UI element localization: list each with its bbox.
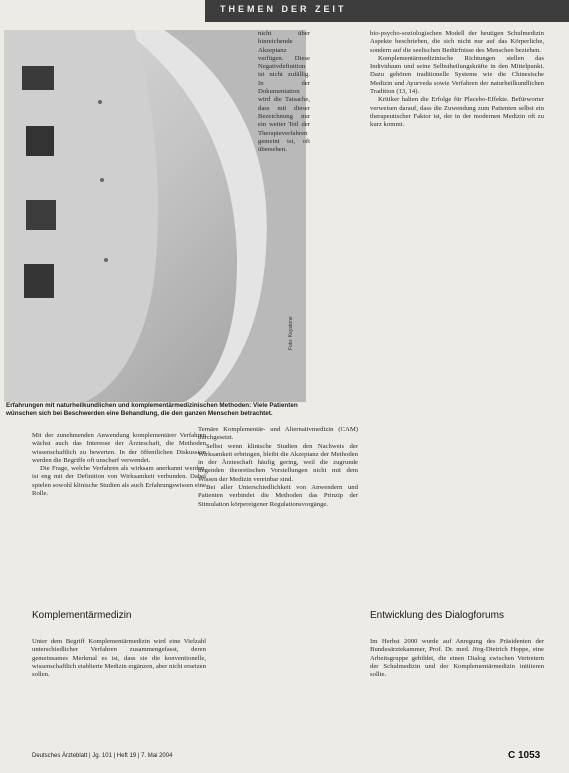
paragraph: Im Herbst 2000 wurde auf Anregung des Präsidenten der Bundesärztekammer, Prof. Dr. med. Jörg-Dietrich Hoppe, eine Arbeitsgruppe gebildet, die einen Dialog zwischen Vertretern der Schulmedizin und der Komplementärmedizin initiieren sollte. <box>370 638 544 679</box>
heading-entwicklung-dialogforum: Entwicklung des Dialogforums <box>370 610 504 621</box>
heading-komplementaermedizin: Komplementärmedizin <box>32 610 132 621</box>
paragraph: Ternäre Komplementär- und Alternativmedizin (CAM) durchgesetzt. <box>198 426 358 442</box>
text-column-1 <box>32 432 206 498</box>
paragraph: Selbst wenn klinische Studien den Nachweis der Wirksamkeit erbringen, bleibt die Akzeptanz der Methoden in der Ärzteschaft häufig gering, weil die zugrunde liegenden theoretischen Vorstellungen nicht mit dem Wissen der Medizin vereinbar sind. <box>198 442 358 483</box>
page-number: C 1053 <box>508 750 541 761</box>
paragraph: Mit der zunehmenden Anwendung komplementärer Verfahren wächst auch das Interesse der Ärzteschaft, die Methoden wissenschaftlich zu bewerten. In der öffentlichen Diskussion werden die Begriffe oft unscharf verwendet. <box>32 432 206 464</box>
paragraph: Unter dem Begriff Komplementärmedizin wird eine Vielzahl unterschiedlicher Verfahren zusammengefasst, deren gemeinsames Merkmal es ist, dass sie die konventionelle, wissenschaftlich etablierte Medizin ergänzen, aber nicht ersetzen sollen. <box>32 638 206 679</box>
paragraph: Kritiker halten die Erfolge für Placebo-Effekte. Befürworter verweisen darauf, dass die Zuwendung zum Patienten selbst ein therapeutischer Faktor ist, der in der modernen Medizin oft zu kurz kommt. <box>370 96 544 129</box>
paragraph: bio-psycho-soziologischen Modell der heutigen Schulmedizin Aspekte beschrieben, die sich nicht nur auf das Körperliche, sondern auf die seelischen Bedürfnisse des Menschen beziehen. <box>370 30 544 54</box>
paragraph: Die Frage, welche Verfahren als wirksam anerkannt werden, ist eng mit der Definition von Wirksamkeit verbunden. Dabei spielen sowohl klinische Studien als auch Erfahrungswissen eine Rolle. <box>32 465 206 498</box>
photo-caption: Erfahrungen mit naturheilkundlichen und komplementärmedizinischen Methoden: Viele Patienten wünschen sich bei Beschwerden eine Behandlung, die den ganzen Menschen betrachtet. <box>6 402 298 417</box>
text-column-2 <box>198 426 358 509</box>
text-column-2-top <box>258 30 310 154</box>
photo-credit: Foto: Keystone <box>288 316 294 350</box>
text-column-1-lower <box>32 638 206 679</box>
paragraph: nicht über hinreichende Akzeptanz verfügen. Diese Negativdefinition ist nicht zufällig. In der Dokumentation wird die Tatsache, dass mit dieser Bezeichnung nur ein weiter Teil der Therapieverfahren gemeint ist, oft übersehen. <box>258 30 310 154</box>
text-column-3-lower <box>370 638 544 679</box>
paragraph: Komplementärmedizinische Richtungen stellen das Individuum und seine Selbstheilungskräfte in den Mittelpunkt. Dazu gehören traditionelle Systeme wie die Chinesische Medizin und Ayurveda sowie Verfahren der naturheilkundlichen Tradition (13, 14). <box>370 54 544 96</box>
paragraph: Bei aller Unterschiedlichkeit von Anwendern und Patienten verbindet die Methoden das Prinzip der Stimulation körpereigener Regulationsvorgänge. <box>198 484 358 508</box>
section-label: THEMEN DER ZEIT <box>220 4 347 14</box>
text-column-3 <box>370 30 544 130</box>
footer-citation: Deutsches Ärzteblatt | Jg. 101 | Heft 19 | 7. Mai 2004 <box>32 753 173 759</box>
